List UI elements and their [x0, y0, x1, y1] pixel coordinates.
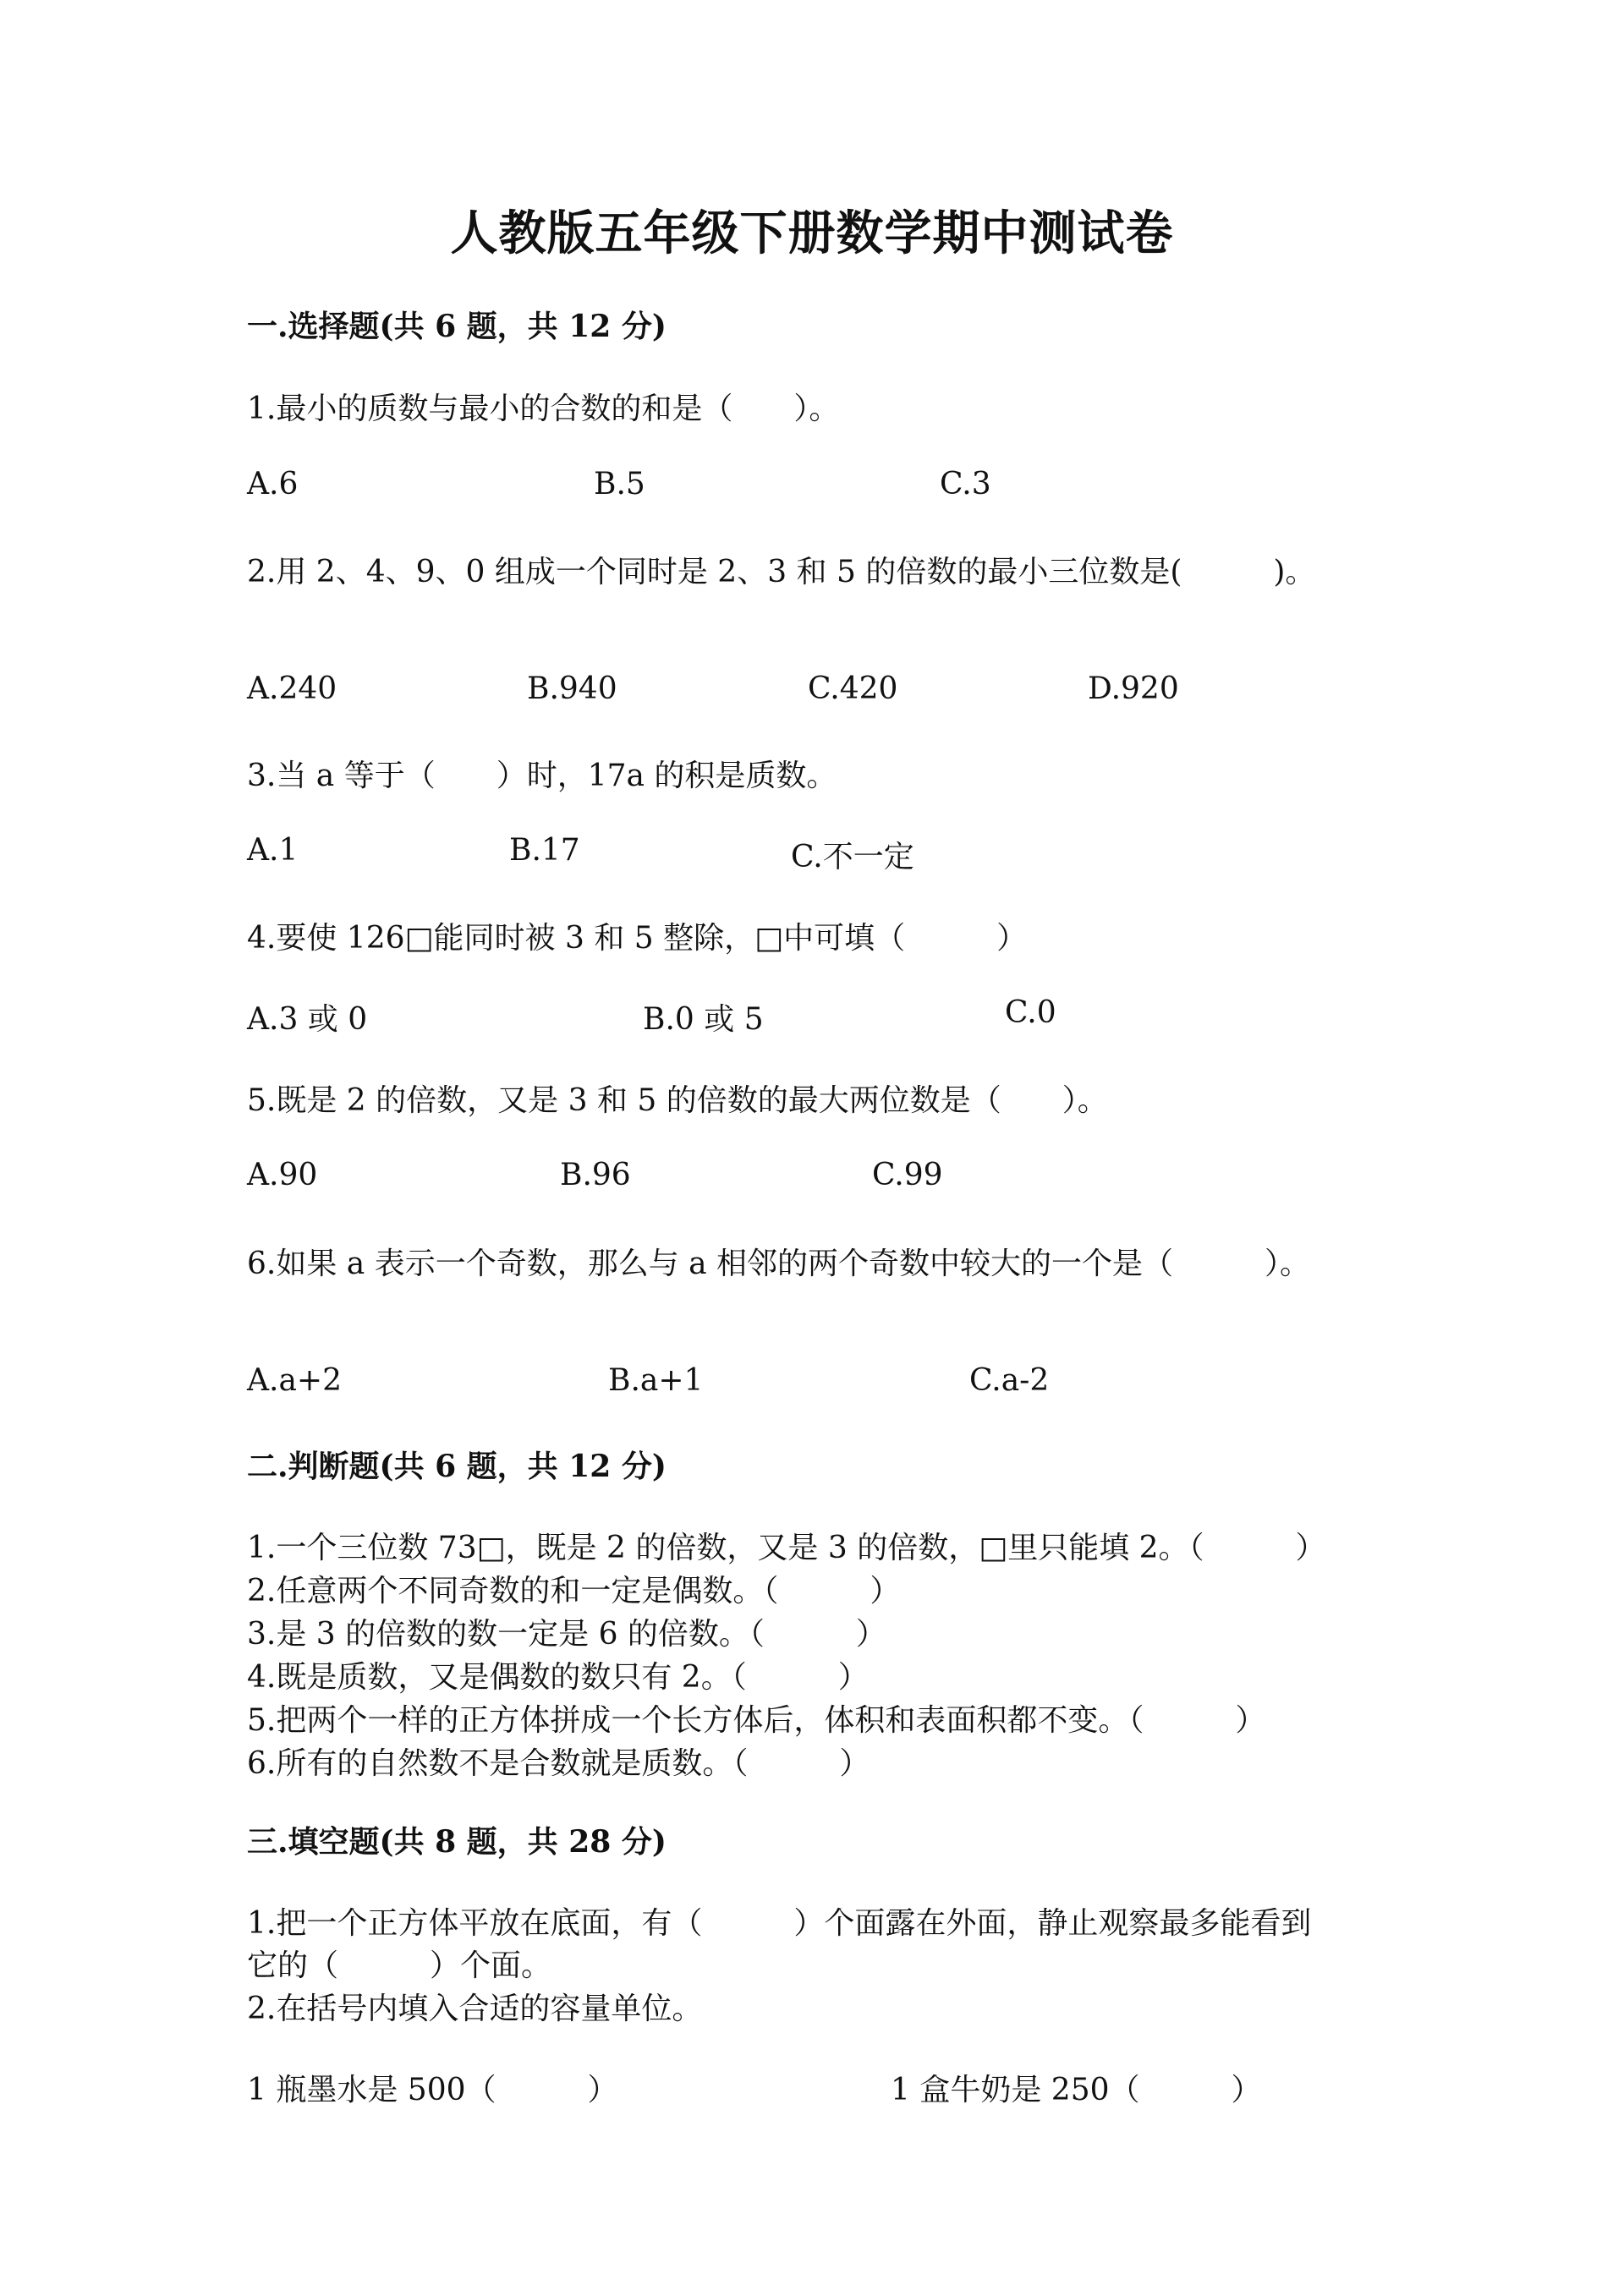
fill-question-continued: 它的（ ）个面。 [247, 1948, 552, 1983]
fill-item: 1 盒牛奶是 250（ ） [891, 2073, 1262, 2107]
option-b: B.a+1 [608, 1363, 704, 1398]
question-text: 3.当 a 等于（ ）时，17a 的积是质数。 [247, 759, 837, 793]
option-b: B.5 [594, 467, 645, 501]
fill-question: 2.在括号内填入合适的容量单位。 [247, 1992, 703, 2026]
option-a: A.a+2 [247, 1363, 342, 1398]
option-c: C.420 [808, 671, 898, 706]
option-b: B.0 或 5 [643, 1002, 764, 1037]
question-text: 1.最小的质数与最小的合数的和是（ ）。 [247, 392, 840, 426]
question-text: 5.既是 2 的倍数，又是 3 和 5 的倍数的最大两位数是（ ）。 [247, 1083, 1108, 1118]
statement: 1.一个三位数 73□，既是 2 的倍数，又是 3 的倍数，□里只能填 2。（ ） [247, 1531, 1326, 1565]
option-b: B.940 [527, 671, 617, 706]
option-a: A.1 [247, 833, 299, 868]
fill-question: 1.把一个正方体平放在底面，有（ ）个面露在外面，静止观察最多能看到 [247, 1906, 1312, 1941]
statement: 4.既是质数，又是偶数的数只有 2。（ ） [247, 1660, 869, 1695]
statement: 2.任意两个不同奇数的和一定是偶数。（ ） [247, 1574, 901, 1608]
question-text: 4.要使 126□能同时被 3 和 5 整除，□中可填（ ） [247, 921, 1028, 956]
option-c: C.99 [872, 1158, 943, 1192]
option-a: A.240 [247, 671, 337, 706]
statement: 6.所有的自然数不是合数就是质数。（ ） [247, 1746, 870, 1781]
option-c: C.a-2 [969, 1363, 1050, 1398]
section-heading-choice: 一.选择题(共 6 题，共 12 分) [247, 309, 667, 344]
option-a: A.6 [247, 467, 299, 501]
section-heading-judgement: 二.判断题(共 6 题，共 12 分) [247, 1449, 667, 1484]
option-a: A.3 或 0 [247, 1002, 368, 1037]
option-d: D.920 [1088, 671, 1179, 706]
option-b: B.17 [509, 833, 580, 868]
fill-item: 1 瓶墨水是 500（ ） [247, 2073, 618, 2107]
option-c: C.3 [940, 467, 991, 501]
statement: 5.把两个一样的正方体拼成一个长方体后，体积和表面积都不变。（ ） [247, 1703, 1266, 1738]
option-a: A.90 [247, 1158, 318, 1192]
option-b: B.96 [560, 1158, 631, 1192]
question-text: 6.如果 a 表示一个奇数，那么与 a 相邻的两个奇数中较大的一个是（ ）。 [247, 1247, 1311, 1281]
statement: 3.是 3 的倍数的数一定是 6 的倍数。（ ） [247, 1617, 886, 1652]
question-text: 2.用 2、4、9、0 组成一个同时是 2、3 和 5 的倍数的最小三位数是( )。 [247, 555, 1316, 589]
section-heading-fill: 三.填空题(共 8 题，共 28 分) [247, 1824, 667, 1860]
option-c: C.不一定 [791, 840, 914, 874]
page-title: 人教版五年级下册数学期中测试卷 [450, 205, 1174, 261]
option-c: C.0 [1005, 995, 1056, 1030]
